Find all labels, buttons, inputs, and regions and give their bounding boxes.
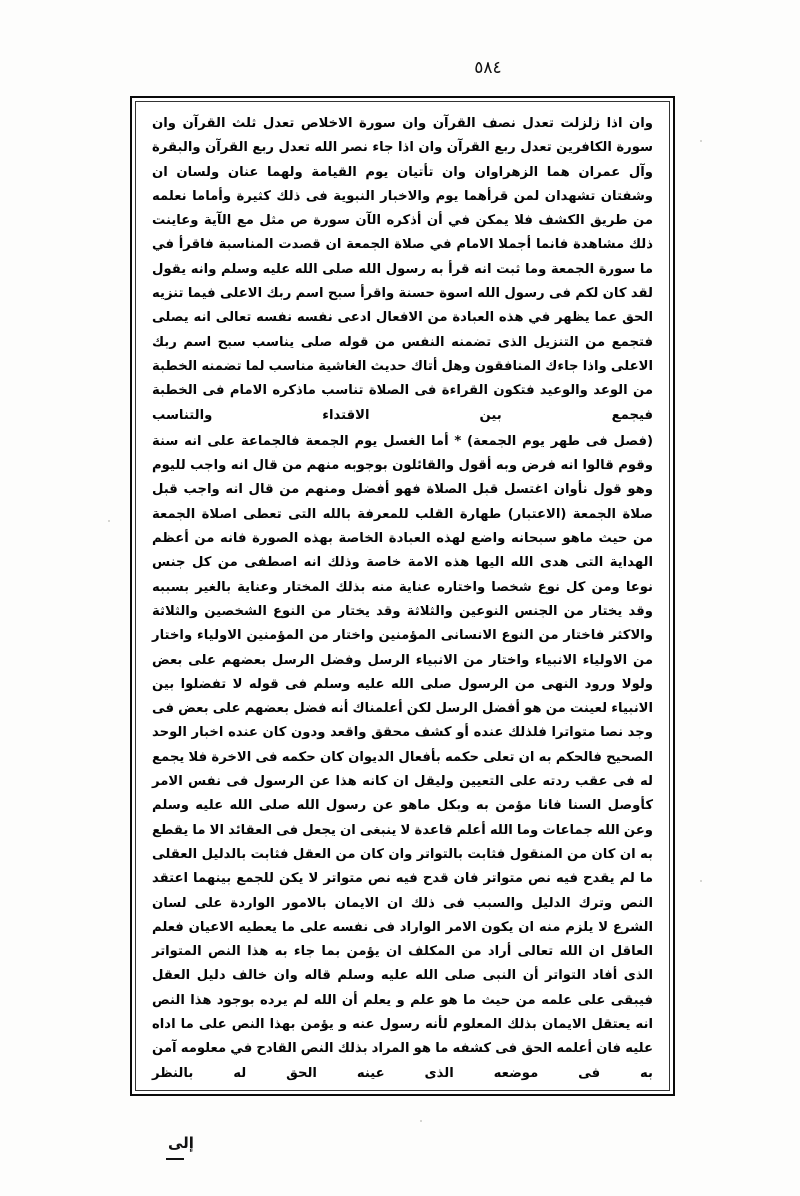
paragraph-2: (فصل فى طهر يوم الجمعة) * أما الغسل يوم الجمعة فالجماعة على انه سنة وقوم قالوا انه فرض وبه أقول والقائلون بوجوبه منهم من قال انه واجب لليوم وهو قول نأوان اغتسل قبل الصلاة فهو أفضل ومنهم من قال انه واجب قبل صلاة الجمعة (الاعتبار) طهارة القلب للمعرفة بالله التى تعطى اصلاة الجمعة من حيث ماهو سبحانه واضع لهذه العبادة الخاصة بهذه الصورة فانه من أعظم الهداية التى هدى الله اليها هذه الامة خاصة وذلك انه اصطفى من كل جنس نوعا ومن كل نوع شخصا واختاره عناية منه بذلك المختار وعناية بالغير بسببه وقد يختار من الجنس النوعين والثلاثة وقد يختار من النوع الشخصين والثلاثة والاكثر فاختار من النوع الانسانى المؤمنين واختار من المؤمنين الاولياء واختار من الاولياء الانبياء واختار من الانبياء الرسل وفضل الرسل بعضهم على بعض ولولا ورود النهى من الرسول صلى الله عليه وسلم فى قوله لا تفضلوا بين الانبياء لعينت من هو أفضل الرسل لكن أعلمناك أنه فضل بعضهم على بعض فى وجد نصا متواترا فلذلك عنده أو كشف محقق واقعد ودون كان عنده اخبار الوحد الصحيح فالحكم به ان تعلى حكمه بأفعال الديوان كان حكمه فى الاخرة فلا يجمع له فى عقب ردته على التعيين وليقل ان كانه هذا عن الرسول فى نفس الامر كأوصل السنا فانا مؤمن به وبكل ماهو عن رسول الله صلى الله عليه وسلم وعن الله جماعات وما الله أعلم قاعدة لا ينبغى ان يجعل فى العقائد الا ما يقطع به ان كان من المنقول فثابت بالتواتر وان كان من العقل فثابت بالدليل العقلى ما لم يقدح فيه نص متواتر فان قدح فيه نص متواتر لا يكن للجمع بينهما اعتقد النص وترك الدليل والسبب فى ذلك ان الايمان بالامور الواردة على لسان الشرع لا يلزم منه ان يكون الامر الواراد فى نفسه على ما يعطيه الاعيان فعلم العاقل ان الله تعالى أراد من المكلف ان يؤمن بما جاء به هذا النص المتواتر الذى أفاد التواتر أن النبى صلى الله عليه وسلم قاله وان خالف دليل العقل فيبقى على علمه من حيث ما هو علم و يعلم أن الله لم يرده بوجود هذا النص انه يعتقل الايمان بذلك المعلوم لأنه رسول عنه و يؤمن بهذا النص على ما اداه عليه فان أعلمه الحق فى كشفه ما هو المراد بذلك النص القادح في معلومه آمن به فى موضعه الذى عينه الحق له بالنظر [152,433,653,1081]
paper-speckle [700,880,702,882]
paper-speckle [108,520,110,522]
page-number-value: ٥٨٤ [474,58,502,78]
paper-speckle [700,140,702,142]
body-text [152,112,653,1086]
text-block-frame [130,96,675,1096]
page-number [0,58,800,78]
paragraph-1: وان اذا زلزلت تعدل نصف القرآن وان سورة الاخلاص تعدل ثلث القرآن وان سورة الكافرين تعدل ربع القرآن وان اذا جاء نصر الله تعدل ربع القرآن والبقرة وآل عمران هما الزهراوان وان تأتيان يوم القيامة ولهما عنان ولسان ان وشفتان تشهدان لمن قرأهما يوم والاخبار النبوية فى ذلك كثيرة وأماما نعلمه من طريق الكشف فلا يمكن في أن أذكره الآن سورة ص مثل مع الآية وعاينت ذلك مشاهدة فانما أجملا الامام في صلاة الجمعة ان قصدت المناسبة فاقرأ في ما سورة الجمعة وما ثبت انه قرأ به رسول الله صلى الله عليه وسلم وانه يقول لقد كان لكم فى رسول الله اسوة حسنة واقرأ سبح اسم ربك الاعلى فيما تنزيه الحق عما يظهر في هذه العبادة من الافعال ادعى نفسه نفسه تعالى انه يصلى فتجمع من التنزيل الذى تضمنه النفس من قوله صلى يناسب سبح اسم ربك الاعلى واذا جاءك المنافقون وهل أتاك حديث الغاشية مناسب لما تضمنه الخطبة من الوعد والوعيد فتكون القراءة فى الصلاة تناسب ماذكره الامام فى الخطبة فيجمع بين الاقتداء والتناسب [152,116,653,423]
catchword-rule [166,1158,184,1160]
paper-speckle [420,1120,422,1122]
text-block-inner [144,108,661,1086]
catchword: إلى [168,1134,194,1152]
